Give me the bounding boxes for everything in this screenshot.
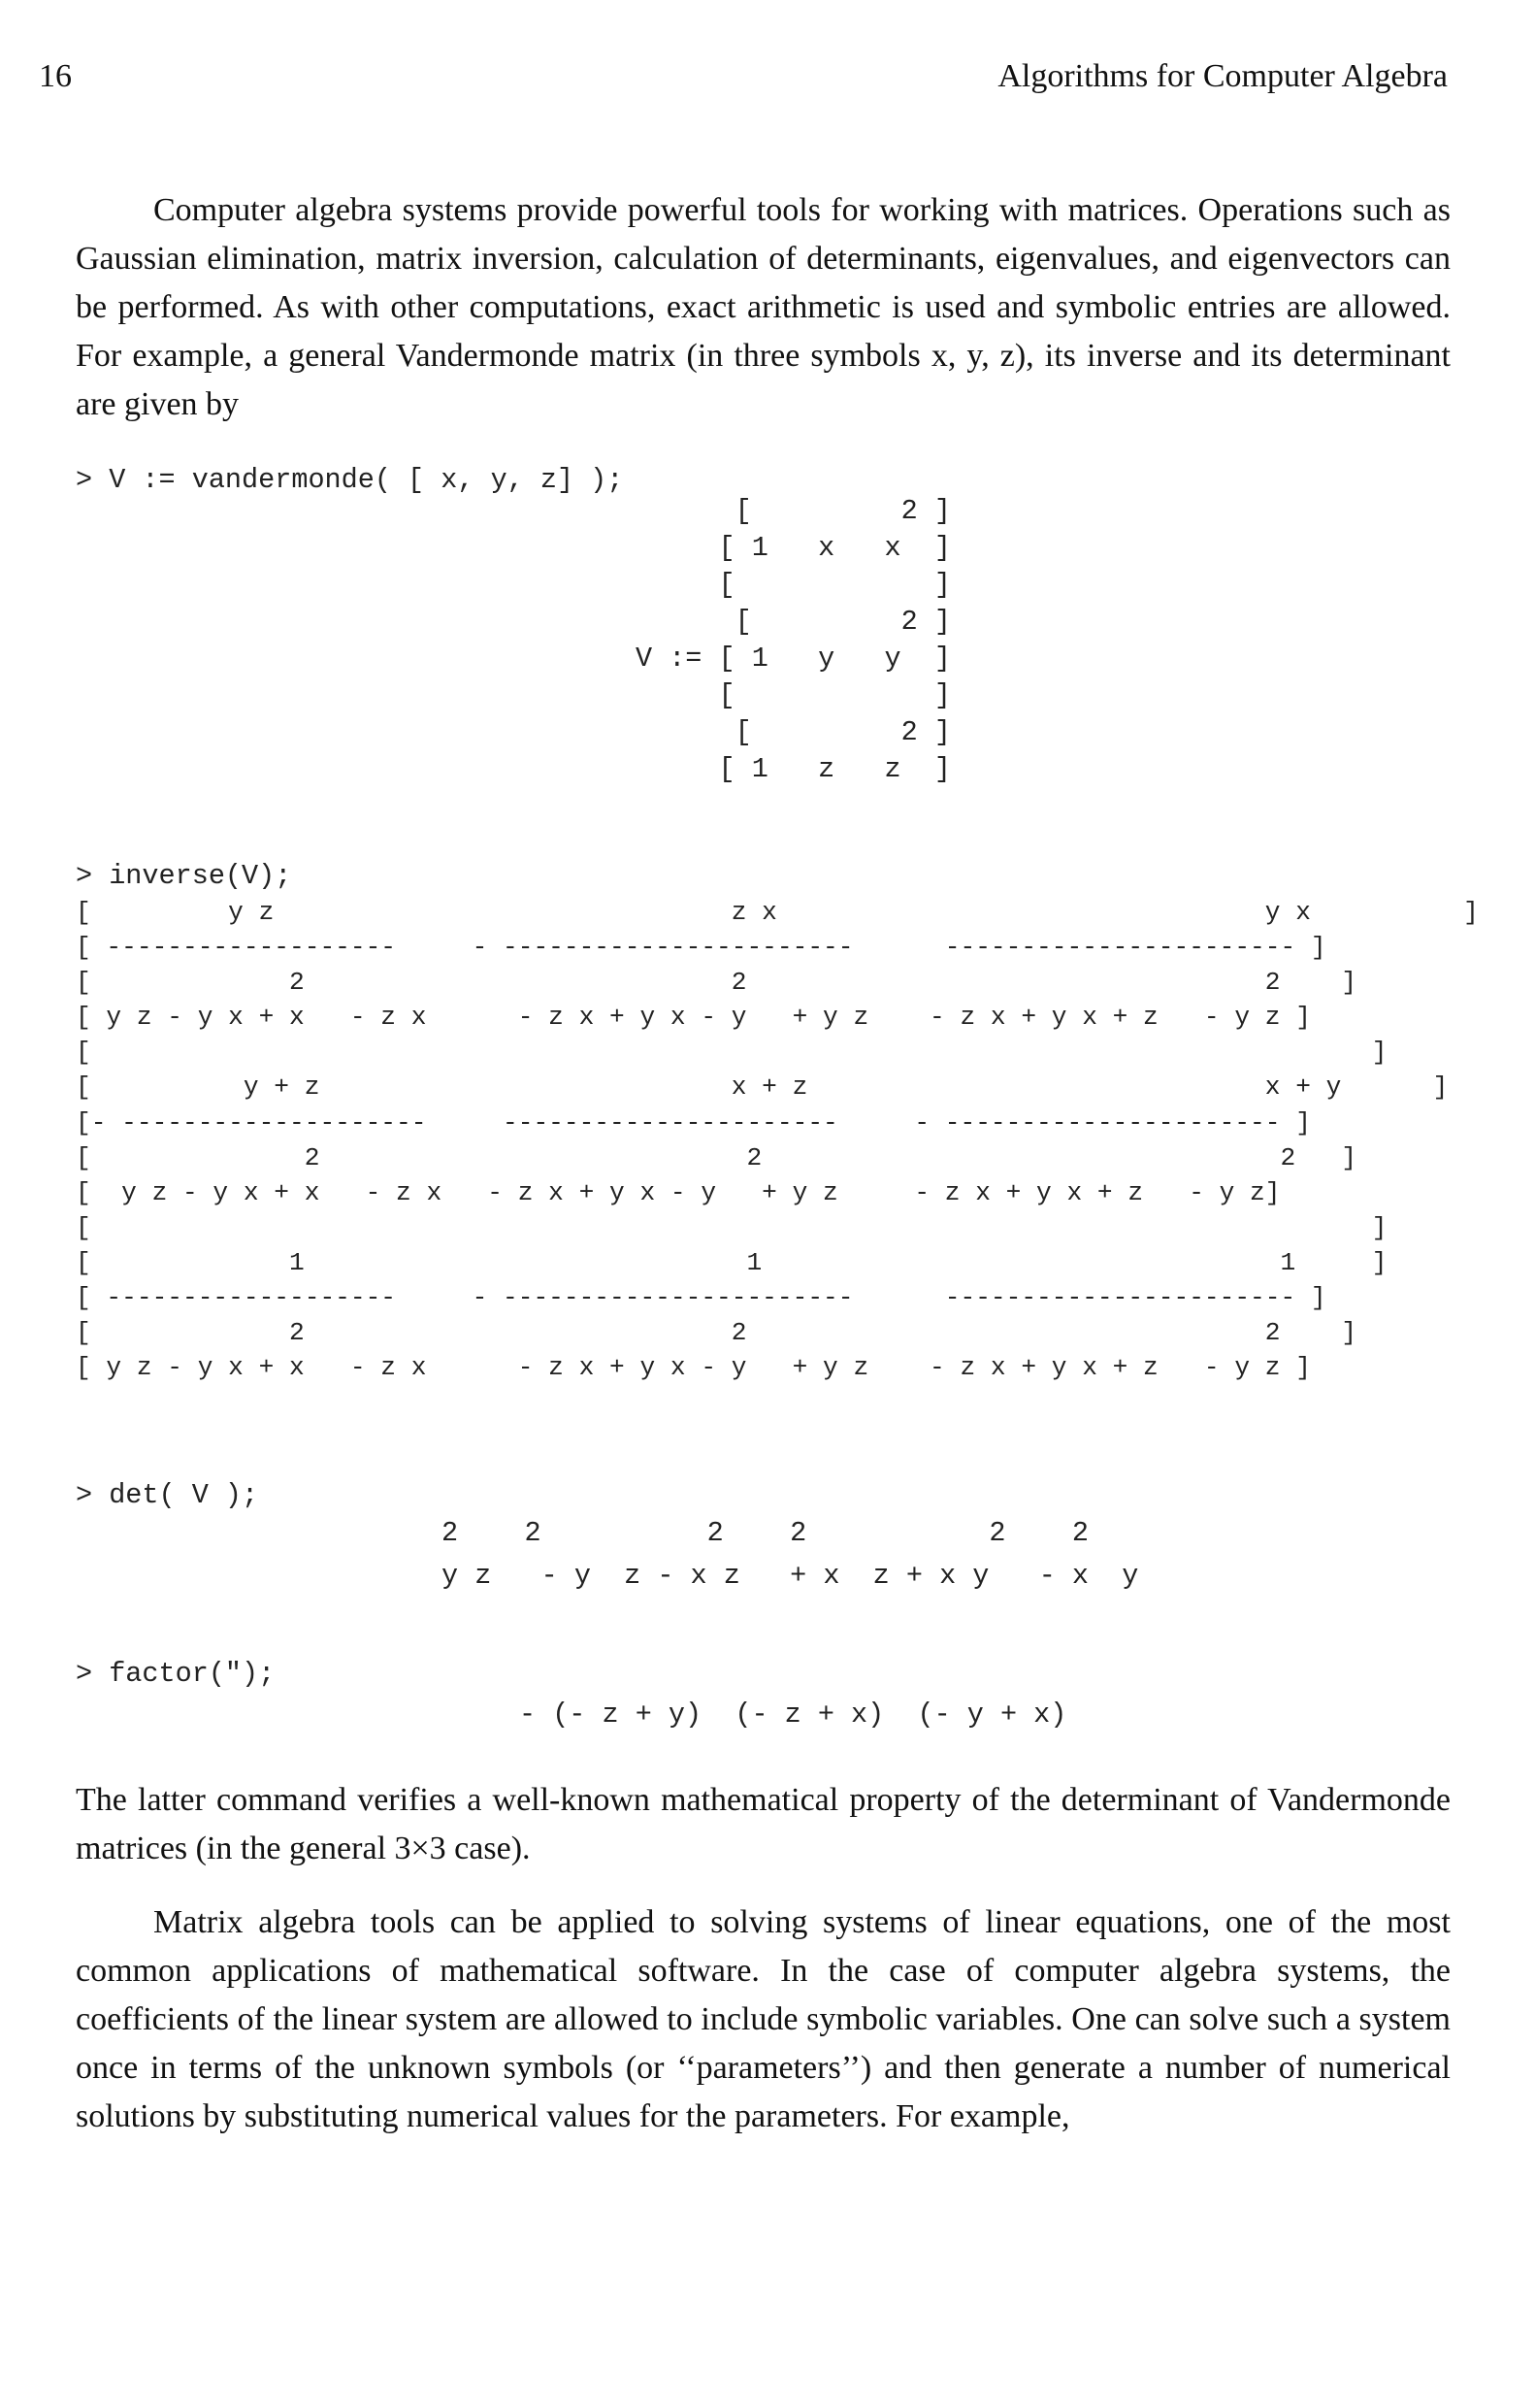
page-header xyxy=(0,58,1535,116)
inverse-command: > inverse(V); xyxy=(76,860,292,892)
matrix-algebra-paragraph: Matrix algebra tools can be applied to solving systems of linear equations, one of the most common applications of mathematical software. In the case of computer algebra systems, the coefficients of the linear system are allowed to include symbolic variables. One can solve such a system once in terms of the unknown symbols (or ‘‘parameters’’) and then generate a number of numerical solutions by substituting numerical values for the parameters. For example, xyxy=(76,1904,1451,2134)
det-output: 2 2 2 2 2 2 y z - y z - x z + x z + x y - x y xyxy=(441,1517,1139,1592)
factor-command: > factor("); xyxy=(76,1658,276,1690)
vandermonde-matrix-output: [ 2 ] [ 1 x x ] [ ] [ 2 ] V := [ 1 y y ] [ ] [ 2 ] [ 1 z z ] xyxy=(636,495,951,785)
latter-command-paragraph: The latter command verifies a well-known mathematical property of the determinant of Vandermonde matrices (in the general 3×3 case). xyxy=(76,1782,1451,1866)
vandermonde-command: > V := vandermonde( [ x, y, z] ); xyxy=(76,464,624,496)
inverse-matrix-output: [ y z z x y x ] [ ------------------- - ----------------------- ----------------------- ] [ 2 2 2 ] [ y z - y x + x - z x - z x + y x - y + y z - z x + y x + z - y z ] [ ] [ y + z x + z x + y ] [- -------------------- ---------------------- - ---------------------- ] [ 2 2 2 ] [ y z - y x + x - z x - z x + y x - y + y z - z x + y x + z - y z] [ ] [ 1 1 1 ] [ ------------------- - ----------------------- ----------------------- ] [ 2 2 2 ] [ y z - y x + x - z x - z x + y x - y + y z - z x + y x + z - y z ] xyxy=(76,898,1479,1383)
intro-paragraph: Computer algebra systems provide powerful tools for working with matrices. Operations such as Gaussian elimination, matrix inversion, calculation of determinants, eigenvalues, and eigenvectors can be performed. As with other computations, exact arithmetic is used and symbolic entries are allowed. For example, a general Vandermonde matrix (in three symbols x, y, z), its inverse and its determinant are given by xyxy=(76,192,1451,422)
factor-output: - (- z + y) (- z + x) (- y + x) xyxy=(519,1699,1067,1731)
det-command: > det( V ); xyxy=(76,1479,259,1511)
running-title: Algorithms for Computer Algebra xyxy=(997,58,1448,94)
page-number: 16 xyxy=(39,58,72,94)
